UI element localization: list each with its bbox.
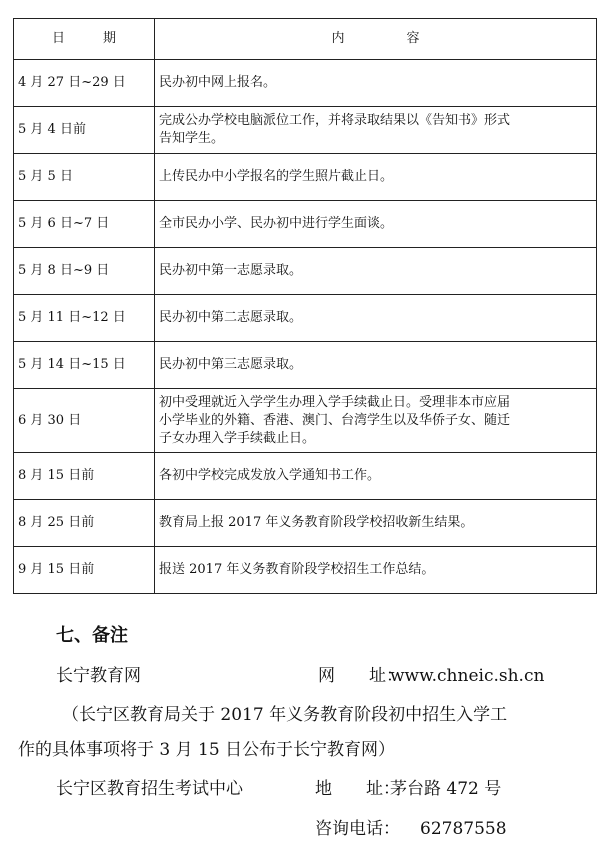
announcement-line-1: （长宁区教育局关于 2017 年义务教育阶段初中招生入学工	[62, 705, 508, 725]
row-date: 8 月 25 日前	[14, 500, 155, 547]
address-label: 地 址：	[315, 779, 400, 799]
row-date: 6 月 30 日	[14, 389, 155, 453]
row-date: 5 月 4 日前	[14, 107, 155, 154]
header-date: 日 期	[14, 19, 155, 60]
row-content: 完成公办学校电脑派位工作，并将录取结果以《告知书》形式 告知学生。	[155, 107, 597, 154]
table-row	[14, 547, 597, 594]
row-date: 5 月 5 日	[14, 154, 155, 201]
table-row	[14, 248, 597, 295]
table-row	[14, 389, 597, 453]
row-date: 5 月 8 日~9 日	[14, 248, 155, 295]
row-date: 5 月 11 日~12 日	[14, 295, 155, 342]
table-row	[14, 60, 597, 107]
row-content: 各初中学校完成发放入学通知书工作。	[155, 453, 597, 500]
row-content: 民办初中网上报名。	[155, 60, 597, 107]
header-content: 内 容	[155, 19, 597, 60]
announcement-line-2: 作的具体事项将于 3 月 15 日公布于长宁教育网）	[18, 740, 396, 760]
website-label: 网 址：	[318, 666, 403, 686]
row-date: 5 月 14 日~15 日	[14, 342, 155, 389]
row-date: 4 月 27 日~29 日	[14, 60, 155, 107]
row-content: 全市民办小学、民办初中进行学生面谈。	[155, 201, 597, 248]
enrollment-schedule-table	[13, 18, 597, 594]
table-row	[14, 154, 597, 201]
row-content: 教育局上报 2017 年义务教育阶段学校招收新生结果。	[155, 500, 597, 547]
row-content: 上传民办中小学报名的学生照片截止日。	[155, 154, 597, 201]
center-name: 长宁区教育招生考试中心	[56, 779, 243, 799]
row-content: 民办初中第三志愿录取。	[155, 342, 597, 389]
table-row	[14, 107, 597, 154]
website-url: www.chneic.sh.cn	[390, 666, 545, 686]
phone-label: 咨询电话：	[315, 819, 400, 839]
table-row	[14, 500, 597, 547]
table-header-row	[14, 19, 597, 60]
row-content: 民办初中第二志愿录取。	[155, 295, 597, 342]
section-heading: 七、备注	[56, 625, 128, 646]
table-row	[14, 295, 597, 342]
row-content: 初中受理就近入学学生办理入学手续截止日。受理非本市应届 小学毕业的外籍、香港、澳门、台湾学生以及华侨子女、随迁 子女办理入学手续截止日。	[155, 389, 597, 453]
row-content: 报送 2017 年义务教育阶段学校招生工作总结。	[155, 547, 597, 594]
address-value: 茅台路 472 号	[390, 779, 502, 799]
table-row	[14, 201, 597, 248]
row-date: 8 月 15 日前	[14, 453, 155, 500]
table-row	[14, 453, 597, 500]
row-date: 5 月 6 日~7 日	[14, 201, 155, 248]
website-name: 长宁教育网	[56, 666, 141, 686]
phone-value: 62787558	[420, 819, 507, 839]
table-row	[14, 342, 597, 389]
row-content: 民办初中第一志愿录取。	[155, 248, 597, 295]
row-date: 9 月 15 日前	[14, 547, 155, 594]
